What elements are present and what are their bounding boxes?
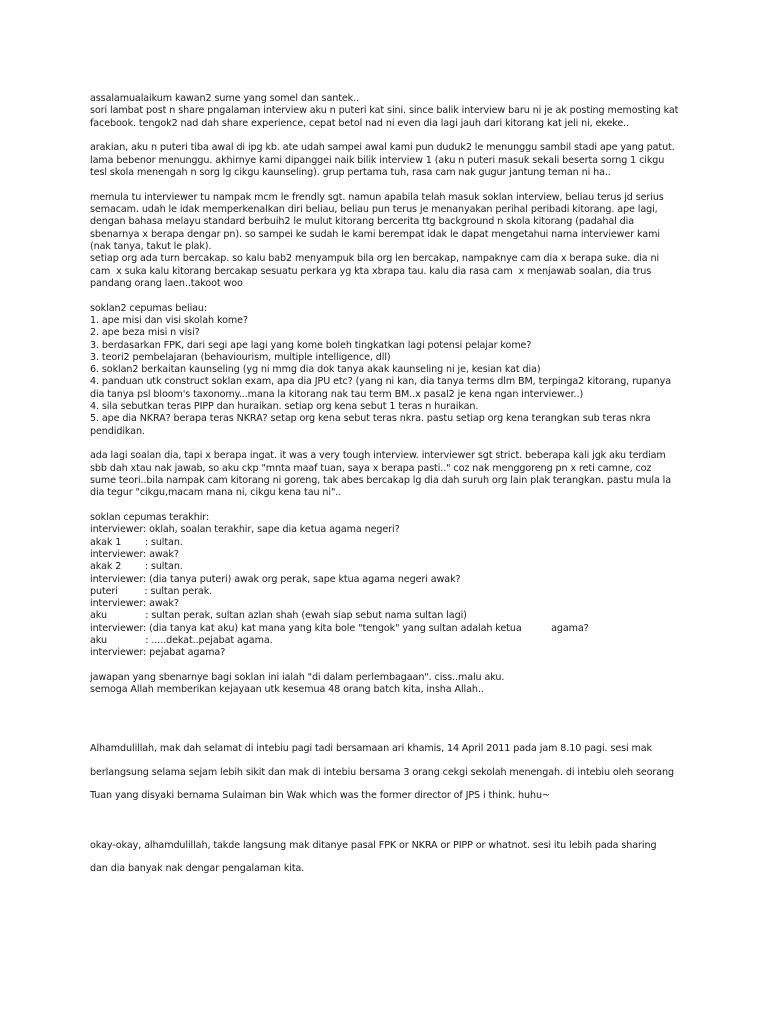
text-line: setiap org ada turn bercakap. so kalu bab2 menyampuk bila org len bercakap, nampaknye cam dia x berapa suke. dia ni xyxy=(90,253,660,265)
text-line: dan dia banyak nak dengar pengalaman kita. xyxy=(90,863,305,875)
dialogue-heading: soklan cepumas terakhir: xyxy=(90,512,210,524)
text-line: Alhamdulillah, mak dah selamat di intebiu pagi tadi bersamaan ari khamis, 14 April 2011 pada jam 8.10 pagi. sesi mak xyxy=(90,743,653,755)
list-item: 5. ape dia NKRA? berapa teras NKRA? setap org kena sebut teras nkra. pastu setiap org kena terangkan sub teras nkra xyxy=(90,413,651,425)
list-item: dia tanya psl bloom's taxonomy...mana la kitorang nak tau term BM..x pasal2 je kena ngan interviewer..) xyxy=(90,388,584,400)
section-gap xyxy=(90,808,690,834)
text-line: semoga Allah memberikan kejayaan utk kesemua 48 orang batch kita, insha Allah.. xyxy=(90,684,484,696)
paragraph-greeting xyxy=(90,93,690,130)
paragraph-arrival xyxy=(90,142,690,179)
list-item: 2. ape beza misi n visi? xyxy=(90,327,200,339)
dialogue-line: aku : sultan perak, sultan azlan shah (ewah siap sebut nama sultan lagi) xyxy=(90,610,467,622)
list-item: 3. teori2 pembelajaran (behaviourism, multiple intelligence, dll) xyxy=(90,351,391,363)
dialogue-line: puteri : sultan perak. xyxy=(90,585,213,597)
list-heading: soklan2 cepumas beliau: xyxy=(90,302,208,314)
text-line: pandang orang laen..takoot woo xyxy=(90,277,243,289)
paragraph-answer xyxy=(90,672,690,697)
dialogue-line: interviewer: pejabat agama? xyxy=(90,647,226,659)
text-line: Tuan yang disyaki bernama Sulaiman bin Wak which was the former director of JPS i think. huhu~ xyxy=(90,790,550,802)
text-line: okay-okay, alhamdulillah, takde langsung mak ditanye pasal FPK or NKRA or PIPP or whatnot. sesi itu lebih pada sharing xyxy=(90,839,657,851)
text-line: jawapan yang sbenarnye bagi soklan ini ialah "di dalam perlembagaan". ciss..malu aku. xyxy=(90,672,505,684)
dialogue-line: interviewer: oklah, soalan terakhir, sape dia ketua agama negeri? xyxy=(90,524,400,536)
text-line: sbb dah xtau nak jawab, so aku ckp "mnta maaf tuan, saya x berapa pasti.." coz nak menggoreng pn x reti camne, coz xyxy=(90,462,652,474)
text-line: ada lagi soalan dia, tapi x berapa ingat. it was a very tough interview. interviewer sgt strict. beberapa kali jgk aku terdiam xyxy=(90,450,666,462)
text-line: (nak tanya, takut le plak). xyxy=(90,240,212,252)
text-line: berlangsung selama sejam lebih sikit dan mak di intebiu bersama 3 orang cekgi sekolah menengah. di intebiu oleh seorang xyxy=(90,766,675,778)
dialogue-line: interviewer: awak? xyxy=(90,549,179,560)
list-item: 1. ape misi dan visi skolah kome? xyxy=(90,314,248,326)
text-line: assalamualaikum kawan2 sume yang somel dan santek.. xyxy=(90,93,360,104)
text-line: facebook. tengok2 nad dah share experience, cepat betol nad ni even dia lagi jauh dari kitorang kat jeli ni, ekeke.. xyxy=(90,117,630,129)
text-line: lama bebenor menunggu. akhirnye kami dipanggei naik bilik interview 1 (aku n puteri masuk sekali beserta sorng 1 cikgu xyxy=(90,154,665,166)
text-line: dengan bahasa melayu standard berbuih2 le mulut kitorang bercerita ttg background n skola kitorang (padahal dia xyxy=(90,216,634,228)
text-line: sume teori..bila nampak cam kitorang ni goreng, tak abes bercakap lg dia dah suruh org lain plak terangkan. pastu mula la xyxy=(90,475,672,487)
text-line: sori lambat post n share pngalaman interview aku n puteri kat sini. since balik interview baru ni je ak posting memosting kat xyxy=(90,105,679,117)
list-item: 4. sila sebutkan teras PIPP dan huraikan. setiap org kena sebut 1 teras n huraikan. xyxy=(90,401,479,413)
dialogue-line: aku : .....dekat..pejabat agama. xyxy=(90,635,273,647)
list-item: 6. soklan2 berkaitan kaunseling (yg ni mmg dia dok tanya akak kaunseling ni je, kesian kat dia) xyxy=(90,364,541,376)
list-item: 3. berdasarkan FPK, dari segi ape lagi yang kome boleh tingkatkan lagi potensi pelajar kome? xyxy=(90,339,532,351)
paragraph-second-account xyxy=(90,737,690,808)
text-line: cam x suka kalu kitorang bercakap sesuatu perkara yg kta xbrapa tau. kalu dia rasa cam x menjawab soalan, dia trus xyxy=(90,265,652,277)
document-body xyxy=(90,93,690,881)
text-line: memula tu interviewer tu nampak mcm le frendly sgt. namun apabila telah masuk soklan interview, beliau terus jd serius xyxy=(90,191,664,203)
text-line: tesl skola menengah n sorg lg cikgu kaunseling). grup pertama tuh, rasa cam nak gugur jantung teman ni ha.. xyxy=(90,166,611,178)
text-line: dia tegur "cikgu,macam mana ni, cikgu kena tau ni".. xyxy=(90,487,342,499)
paragraph-interviewer xyxy=(90,192,690,290)
text-line: arakian, aku n puteri tiba awal di ipg kb. ate udah sampei awal kami pun duduk2 le menunggu sambil stadi ape yang patut. xyxy=(90,142,675,154)
paragraph-closing xyxy=(90,834,690,881)
dialogue-line: interviewer: (dia tanya kat aku) kat mana yang kita bole "tengok" yang sultan adalah ketua agama? xyxy=(90,622,589,634)
text-line: semacam. udah le idak memperkenalkan diri beliau, beliau pun terus je menanyakan perihal peribadi kitorang. ape lagi, xyxy=(90,204,658,216)
dialogue-line: akak 2 : sultan. xyxy=(90,561,183,573)
list-item: pendidikan. xyxy=(90,425,145,437)
text-line: sbenarnya x berapa dengar pn). so sampei ke sudah le kami berempat idak le dapat mengetahui nama interviewer kami xyxy=(90,228,660,240)
list-item: 4. panduan utk construct soklan exam, apa dia JPU etc? (yang ni kan, dia tanya terms dlm BM, terpinga2 kitorang, rupanya xyxy=(90,376,672,388)
paragraph-dialogue xyxy=(90,512,690,660)
section-gap xyxy=(90,709,690,737)
dialogue-line: akak 1 : sultan. xyxy=(90,536,183,548)
dialogue-line: interviewer: (dia tanya puteri) awak org perak, sape ktua agama negeri awak? xyxy=(90,573,461,585)
dialogue-line: interviewer: awak? xyxy=(90,598,179,610)
paragraph-tough-interview xyxy=(90,450,690,499)
paragraph-questions-list xyxy=(90,303,690,438)
